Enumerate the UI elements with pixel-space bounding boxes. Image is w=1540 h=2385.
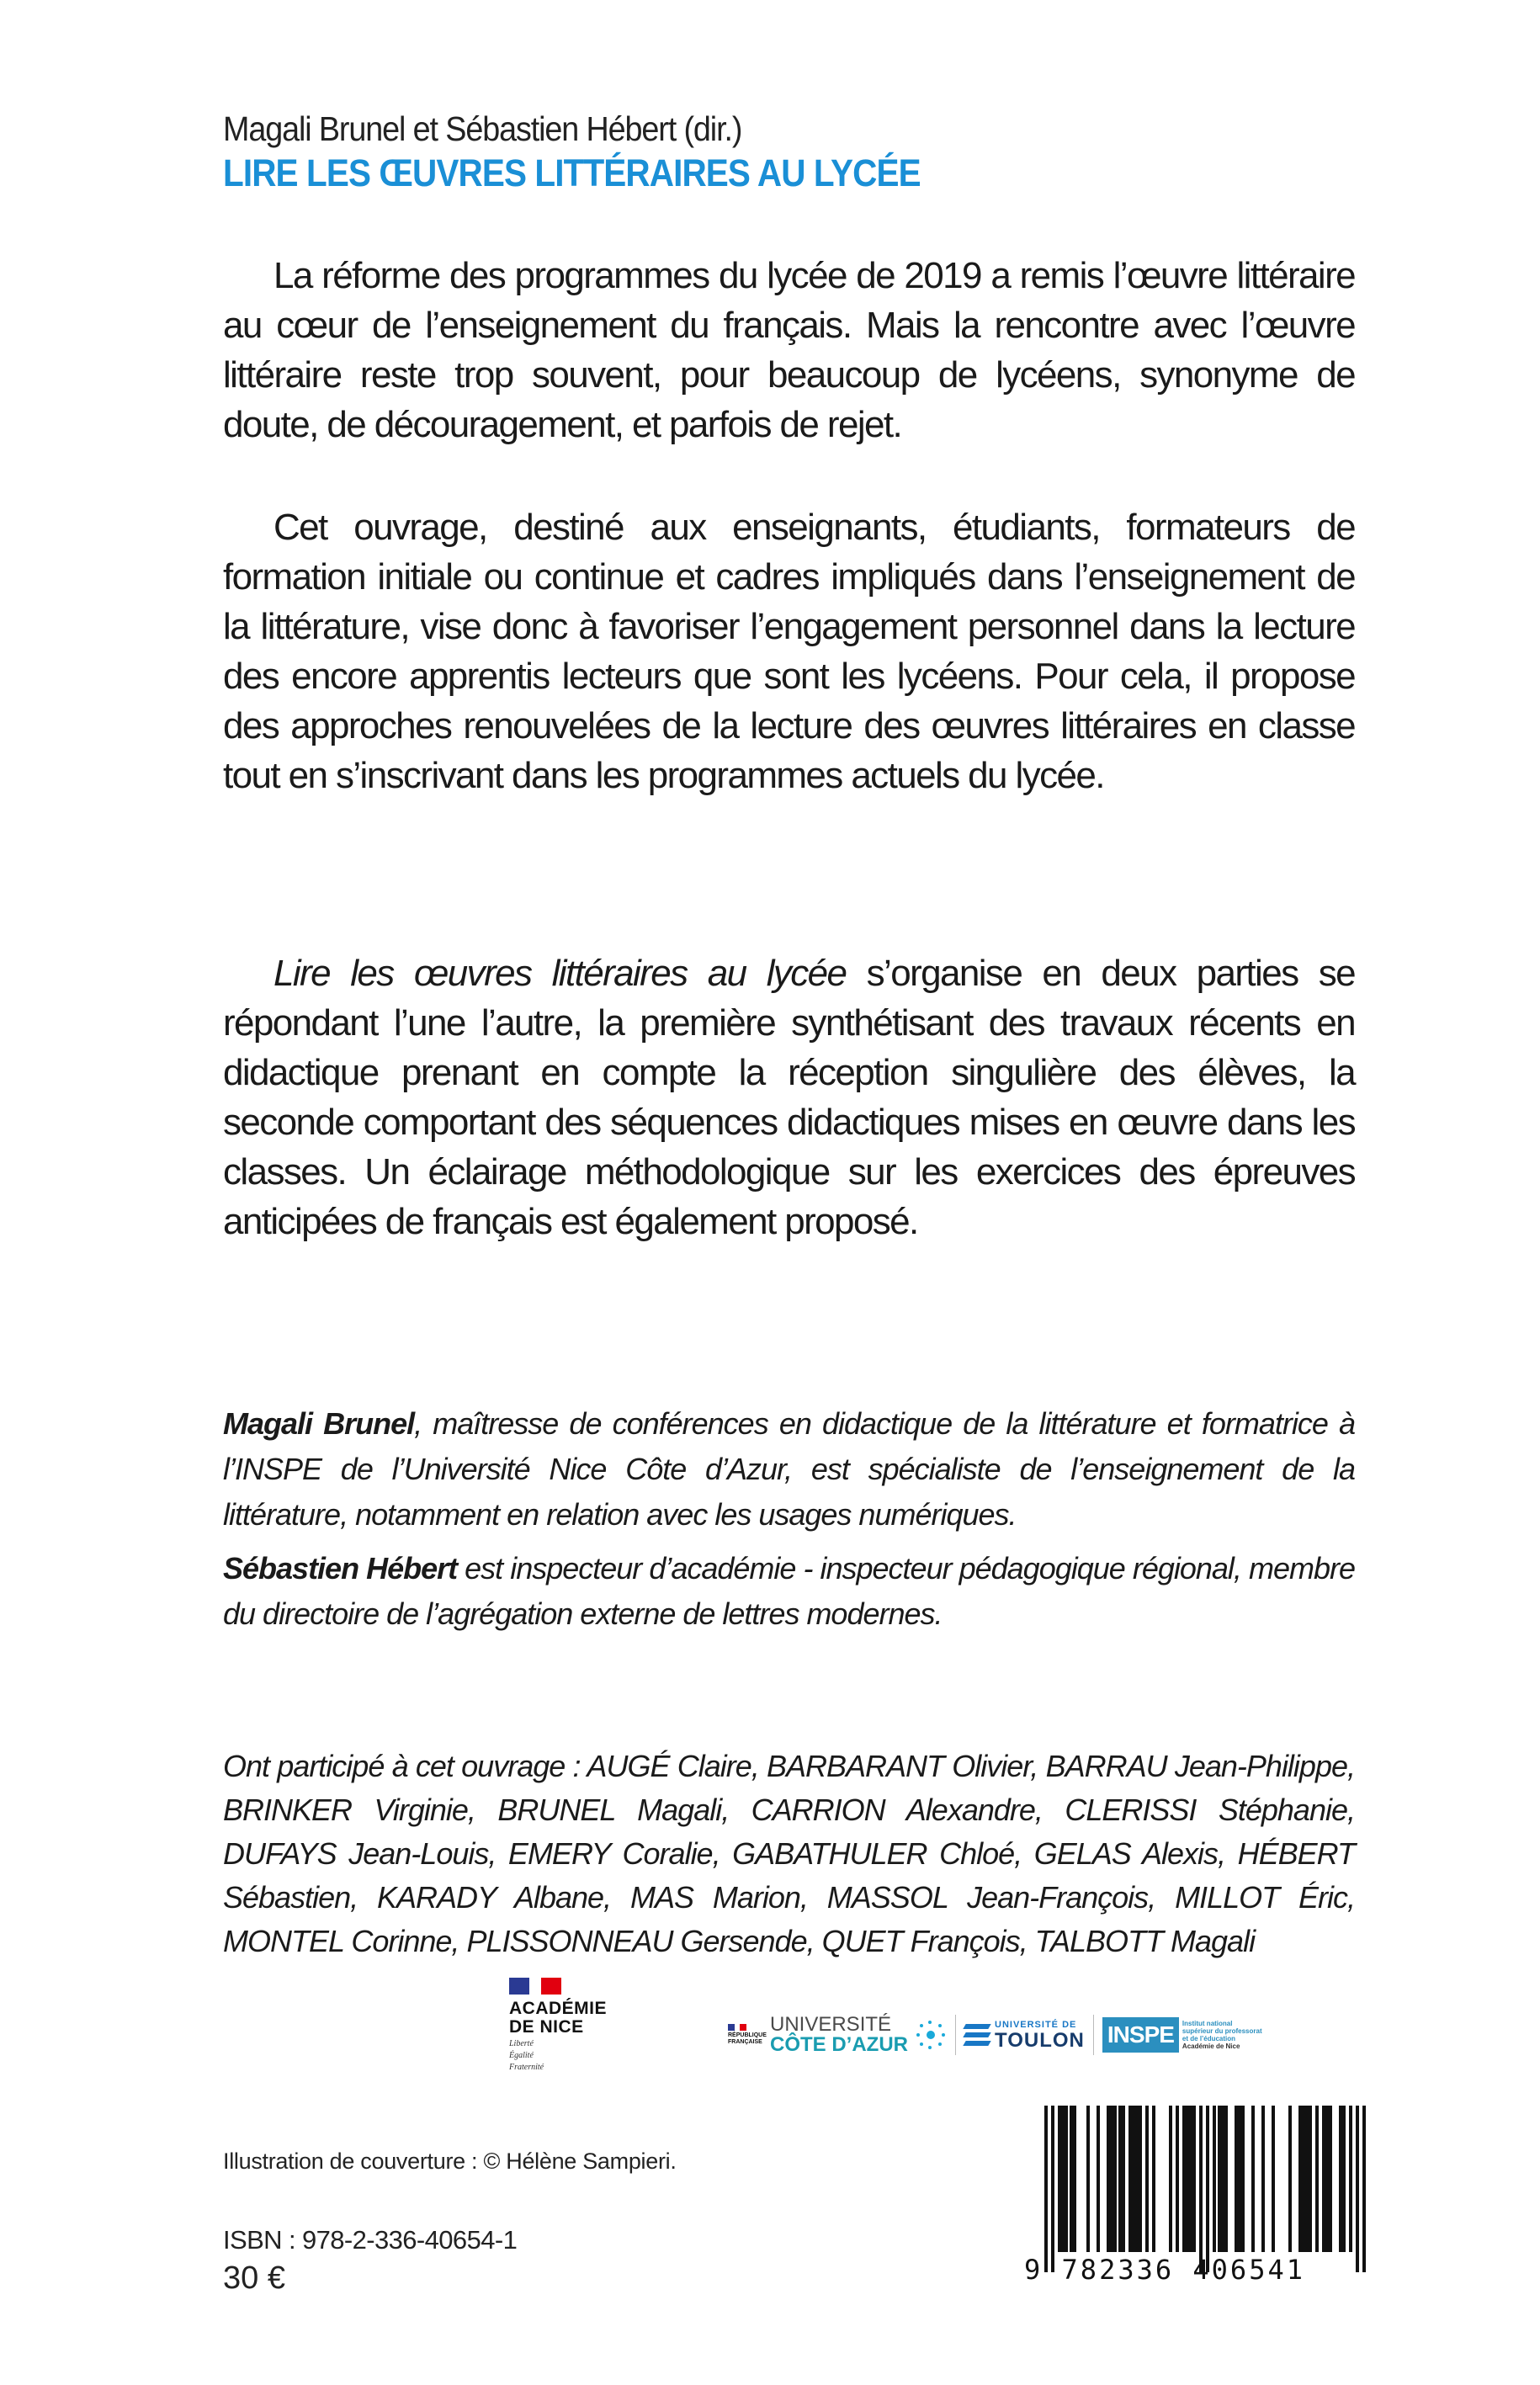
inspe-academy: Académie de Nice — [1182, 2042, 1240, 2050]
logo-divider — [1093, 2015, 1094, 2055]
inspe-acronym: INSPE — [1102, 2017, 1179, 2053]
academie-line-1: ACADÉMIE — [509, 1999, 608, 2018]
barcode-digits: 9 782336 406541 — [1024, 2254, 1305, 2286]
bio-hebert — [223, 1546, 1355, 1637]
logo-divider — [955, 2015, 956, 2055]
universite-toulon-logo — [964, 2020, 1085, 2051]
bio-text: , maîtresse de conférences en didactique de la littérature et formatrice à l’INSPE de l’Université Nice Côte d’Azur, est spécialiste de l’enseignement de la littérature, notamment en relation avec les usages numériques. — [223, 1406, 1355, 1532]
book-title-italic: Lire les œuvres littéraires au lycée — [273, 953, 847, 994]
bio-name: Magali Brunel — [223, 1406, 415, 1441]
uca-dots-icon — [915, 2019, 947, 2051]
isbn: ISBN : 978-2-336-40654-1 — [223, 2225, 518, 2255]
french-flag-icon — [728, 2024, 746, 2031]
republique-francaise-logo — [728, 2024, 767, 2046]
barcode-bars — [1044, 2106, 1373, 2272]
inspe-line-2: supérieur du professorat — [1182, 2027, 1262, 2035]
summary-text-2: Cet ouvrage, destiné aux enseignants, étudiants, formateurs de formation initiale ou continue et cadres impliqués dans l’enseignement de la littérature, vise donc à favoriser l’engagement personnel dans la lecture des encore apprentis lecteurs que sont les lycéens. Pour cela, il propose des approches renouvelées de la lecture des œuvres littéraires en classe tout en s’inscrivant dans les programmes actuels du lycée. — [223, 507, 1355, 796]
summary-paragraph-1 — [223, 251, 1355, 449]
academie-nice-logo — [509, 1978, 610, 2072]
bio-text: est inspecteur d’académie - inspecteur pédagogique régional, membre du directoire de l’agrégation externe de lettres modernes. — [223, 1551, 1355, 1631]
rf-line-1: RÉPUBLIQUE — [728, 2032, 767, 2038]
motto-fraternite: Fraternité — [509, 2063, 544, 2072]
cover-illustration-credit: Illustration de couverture : © Hélène Sampieri. — [223, 2149, 677, 2174]
author-bios — [223, 1401, 1355, 1645]
price: 30 € — [223, 2260, 285, 2296]
universite-cote-azur-logo — [770, 2015, 947, 2055]
book-authors: Magali Brunel et Sébastien Hébert (dir.) — [223, 109, 742, 148]
french-flag-icon — [509, 1978, 561, 1995]
isbn-barcode — [1024, 2106, 1384, 2299]
inspe-line-3: et de l’éducation — [1182, 2035, 1236, 2042]
toulon-line-2: TOULON — [995, 2028, 1085, 2052]
uca-line-1: UNIVERSITÉ — [770, 2013, 892, 2036]
bio-brunel — [223, 1401, 1355, 1538]
rf-line-2: FRANÇAISE — [728, 2039, 762, 2045]
toulon-line-1: UNIVERSITÉ DE — [995, 2019, 1077, 2030]
motto-egalite: Égalité — [509, 2051, 534, 2060]
contributors-list: Ont participé à cet ouvrage : AUGÉ Claire, BARBARANT Olivier, BARRAU Jean-Philippe, BRINKER Virginie, BRUNEL Magali, CARRION Alexandre, CLERISSI Stéphanie, DUFAYS Jean-Louis, EMERY Coralie, GABATHULER Chloé, GELAS Alexis, HÉBERT Sébastien, KARADY Albane, MAS Marion, MASSOL Jean-François, MILLOT Éric, MONTEL Corinne, PLISSONNEAU Gersende, QUET François, TALBOTT Magali — [223, 1749, 1355, 1958]
bio-name: Sébastien Hébert — [223, 1551, 458, 1586]
partner-logos — [728, 2010, 1262, 2060]
toulon-stripes-icon — [964, 2024, 990, 2046]
uca-line-2: CÔTE D’AZUR — [770, 2033, 908, 2056]
inspe-line-1: Institut national — [1182, 2020, 1233, 2027]
summary-text-3 — [223, 948, 1355, 1246]
summary-text-1: La réforme des programmes du lycée de 2019 a remis l’œuvre littéraire au cœur de l’enseignement du français. Mais la rencontre avec l’œuvre littéraire reste trop souvent, pour beaucoup de lycéens, synonyme de doute, de découragement, et parfois de rejet. — [223, 255, 1355, 445]
summary-text-3-rest: s’organise en deux parties se répondant l’une l’autre, la première synthétisant des travaux récents en didactique prenant en compte la réception singulière des élèves, la seconde comportant des séquences didactiques mises en œuvre dans les classes. Un éclairage méthodologique sur les exercices des épreuves anticipées de français est également proposé. — [223, 953, 1355, 1242]
summary-paragraph-3 — [223, 948, 1355, 1246]
inspe-logo — [1102, 2017, 1262, 2053]
academie-line-2: DE NICE — [509, 2017, 584, 2037]
motto-liberte: Liberté — [509, 2039, 534, 2048]
book-title: LIRE LES ŒUVRES LITTÉRAIRES AU LYCÉE — [223, 151, 921, 194]
summary-paragraph-2 — [223, 502, 1355, 800]
